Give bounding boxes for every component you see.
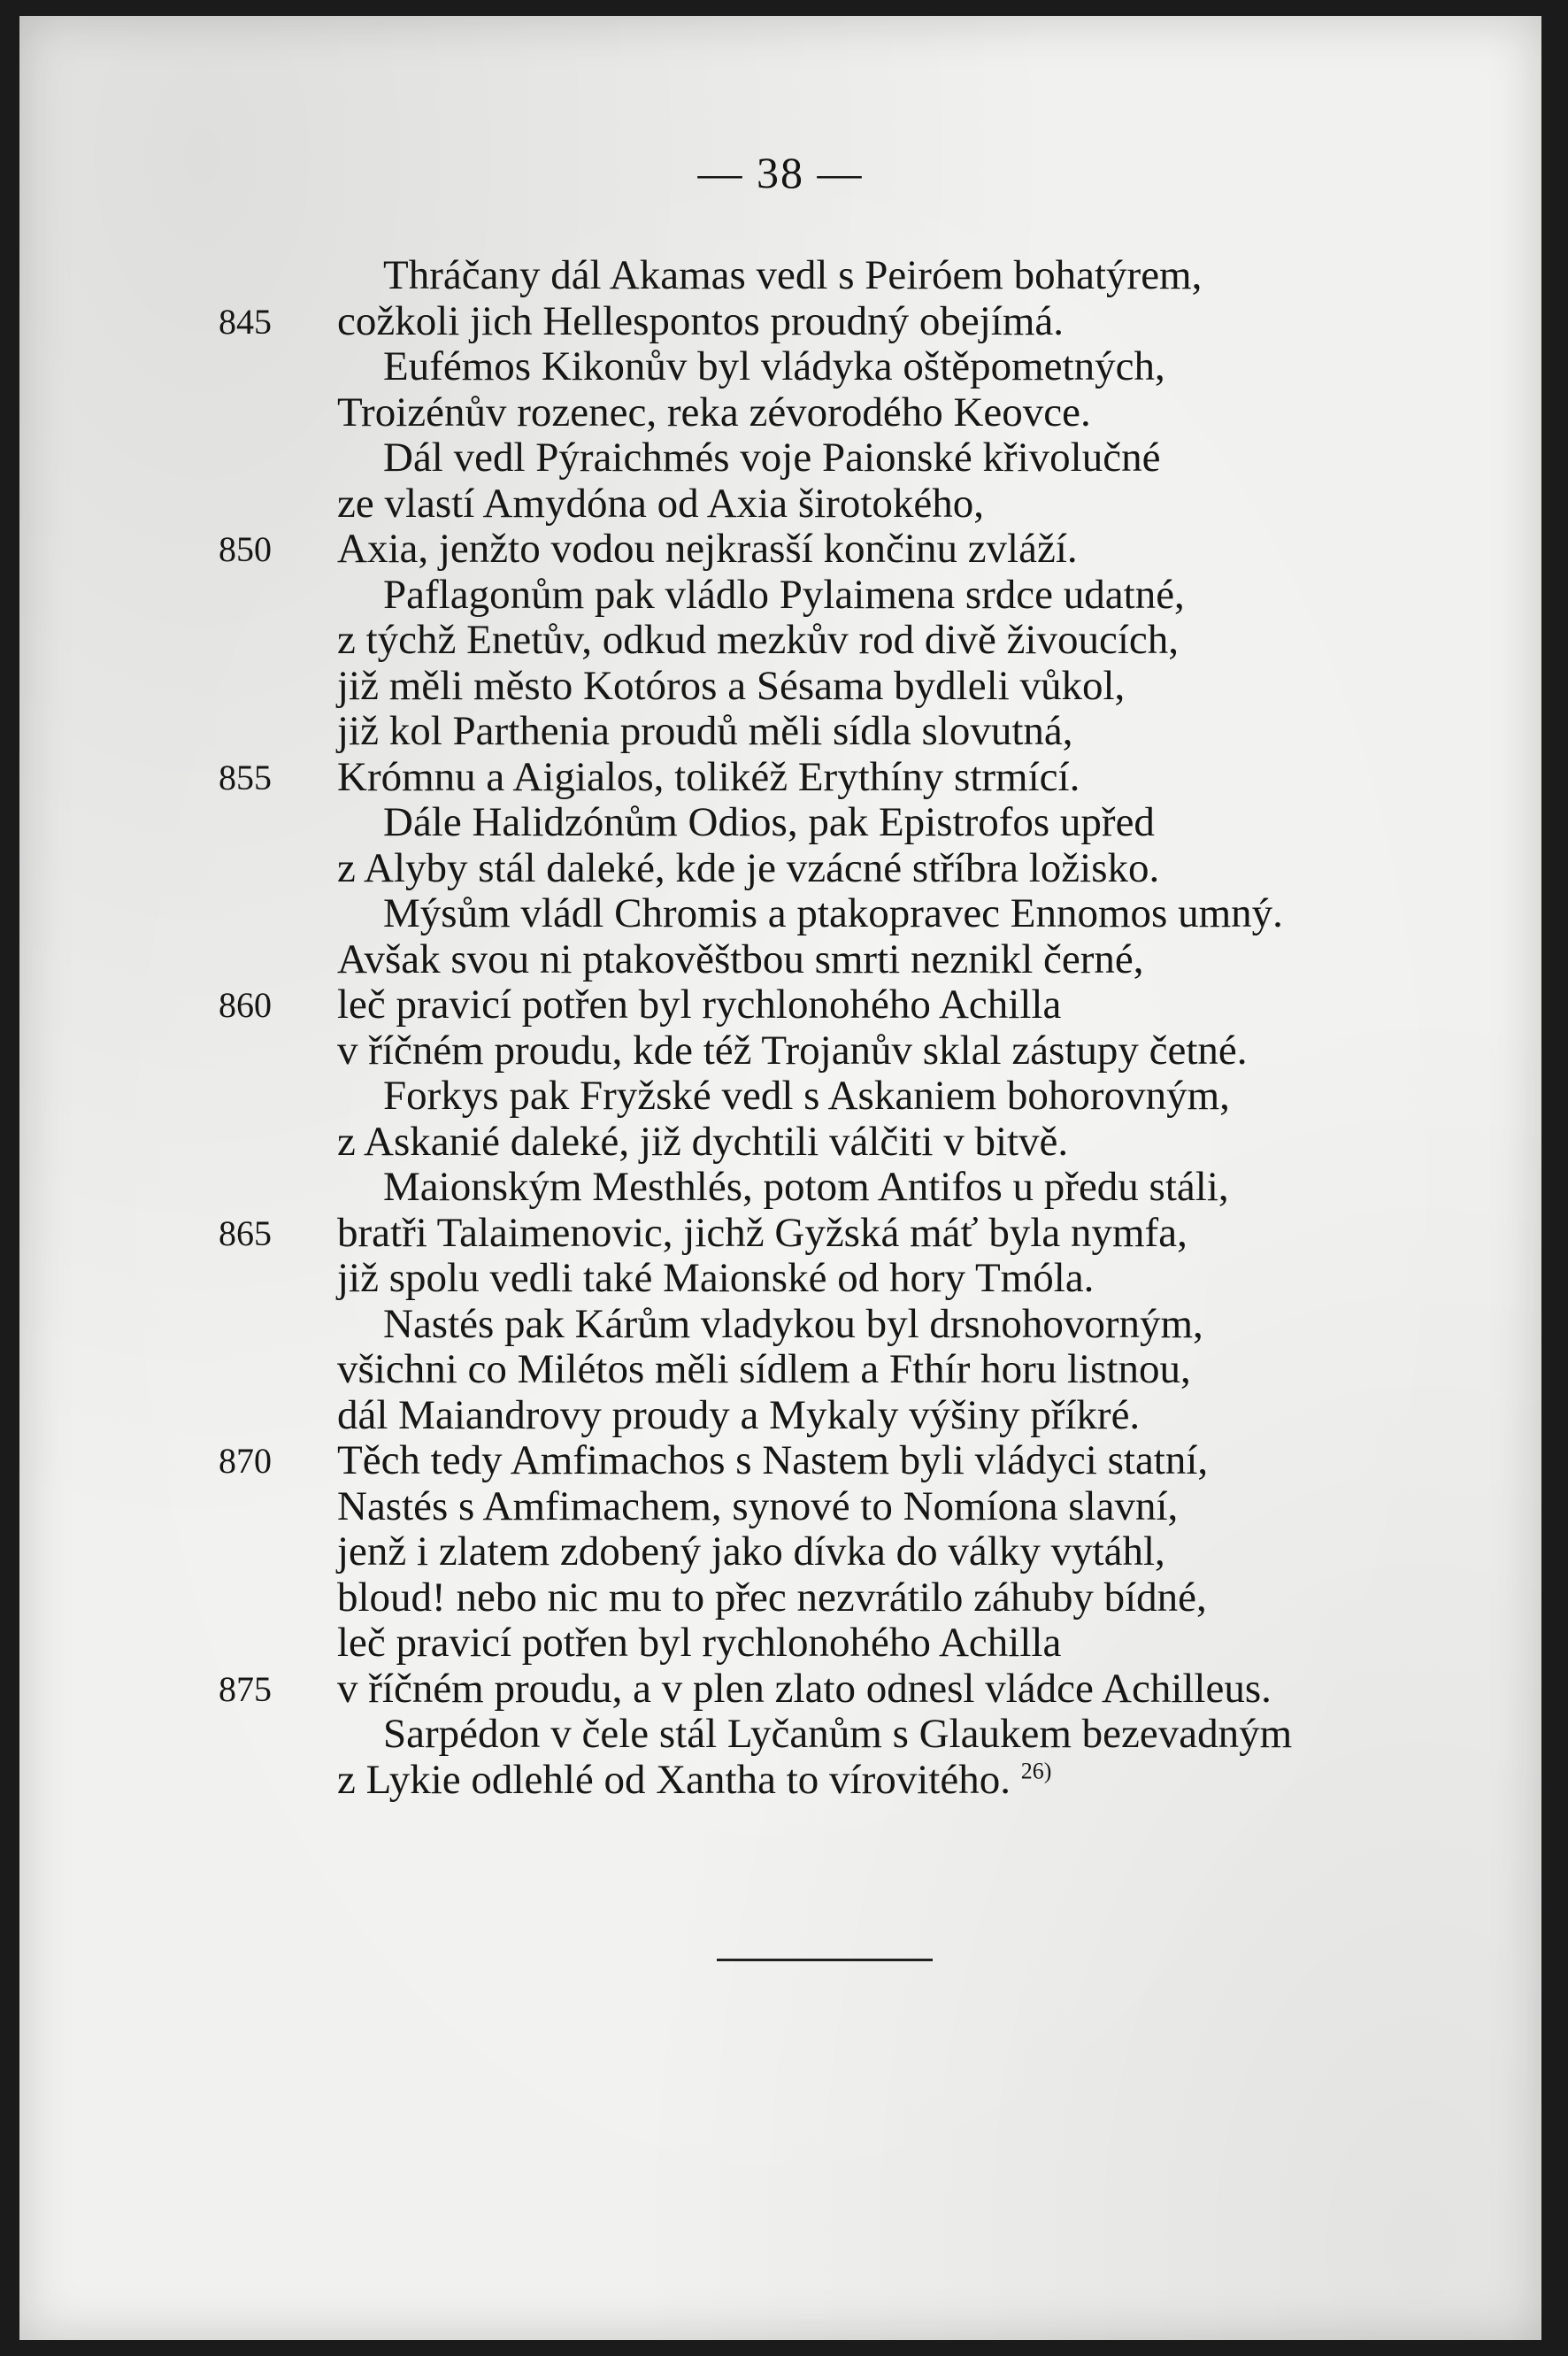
verse-text-content: Axia, jenžto vodou nejkrasší končinu zvláží. [337, 526, 1078, 572]
end-rule [717, 1959, 933, 1961]
verse-line [219, 1302, 1457, 1348]
verse-text-content: leč pravicí potřen byl rychlonohého Achilla [337, 1620, 1062, 1666]
verse-line [219, 1347, 1457, 1393]
verse-text-content: Eufémos Kikonův byl vládyka oštěpometných, [383, 343, 1165, 389]
verse-text [337, 299, 1064, 345]
verse-text-content: Avšak svou ni ptakověštbou smrti neznikl černé, [337, 935, 1144, 982]
verse-text [383, 435, 1160, 481]
verse-text [337, 527, 1078, 573]
line-number: 870 [219, 1441, 272, 1481]
verse-line [219, 1120, 1457, 1166]
verse-text [337, 664, 1125, 710]
verse-line [219, 435, 1457, 481]
verse-text [337, 390, 1091, 436]
verse-line [219, 709, 1457, 755]
verse-text [383, 1712, 1292, 1758]
verse-line [219, 664, 1457, 710]
verse-text-content: Krómnu a Aigialos, tolikéž Erythíny strmící. [337, 753, 1080, 800]
verse-line [219, 253, 1457, 299]
verse-line [219, 1621, 1457, 1667]
verse-text-content: Těch tedy Amfimachos s Nastem byli vládyci statní, [337, 1437, 1209, 1483]
verse-text-content: Dále Halidzónům Odios, pak Epistrofos upřed [383, 799, 1155, 845]
verse-text-content: jenž i zlatem zdobený jako dívka do války vytáhl, [337, 1528, 1165, 1575]
verse-text [337, 846, 1159, 892]
verse-line [219, 299, 1457, 345]
verse-text [383, 344, 1165, 390]
footnote-reference: 26) [1020, 1757, 1052, 1783]
verse-line [219, 573, 1457, 619]
verse-line [219, 618, 1457, 664]
verse-text-content: leč pravicí potřen byl rychlonohého Achilla [337, 982, 1062, 1028]
verse-text [337, 1393, 1140, 1439]
page-number: — 38 — [697, 148, 864, 197]
verse-text-content: Paflagonům pak vládlo Pylaimena srdce udatné, [383, 571, 1185, 618]
verse-text-content: Dál vedl Pýraichmés voje Paionské křivolučné [383, 435, 1161, 481]
verse-line [219, 800, 1457, 846]
verse-text [337, 937, 1144, 983]
verse-text [383, 253, 1202, 299]
verse-line [219, 344, 1457, 390]
line-number: 865 [219, 1213, 272, 1253]
verse-text-content: již měli město Kotóros a Sésama bydleli vůkol, [337, 662, 1126, 709]
verse-text-content: Nastés s Amfimachem, synové to Nomíona slavní, [337, 1482, 1179, 1529]
book-page [19, 16, 1541, 2340]
verse-line [219, 1074, 1457, 1120]
verse-text-content: v říčném proudu, a v plen zlato odnesl vládce Achilleus. [337, 1665, 1272, 1712]
verse-line [219, 1575, 1457, 1621]
verse-text [337, 1347, 1191, 1393]
line-number: 875 [219, 1668, 272, 1709]
verse-text [337, 1758, 1051, 1804]
verse-text [383, 1302, 1203, 1348]
verse-text-content: již spolu vedli také Maionské od hory Tmóla. [337, 1255, 1095, 1301]
verse-text [337, 1438, 1208, 1484]
verse-text [337, 618, 1179, 664]
verse-text [383, 891, 1283, 937]
verse-line [219, 1667, 1457, 1713]
verse-text [337, 1211, 1188, 1257]
line-number: 845 [219, 301, 272, 342]
verse-text-content: Troizénův rozenec, reka zévorodého Keovce. [337, 389, 1091, 435]
verse-text [337, 1529, 1165, 1575]
verse-text-content: z Alyby stál daleké, kde je vzácné stříbra ložisko. [337, 844, 1160, 891]
verse-line [219, 1758, 1457, 1804]
verse-line [219, 527, 1457, 573]
verse-line [219, 1529, 1457, 1575]
verse-line [219, 1438, 1457, 1484]
verse-text [383, 1074, 1230, 1120]
verse-text-content: z Lykie odlehlé od Xantha to vírovitého. [337, 1756, 1011, 1803]
verse-text [337, 1028, 1248, 1074]
verse-text-content: všichni co Milétos měli sídlem a Fthír horu listnou, [337, 1346, 1191, 1392]
line-number: 850 [219, 529, 272, 569]
line-number: 860 [219, 985, 272, 1025]
verse-text [337, 982, 1061, 1028]
verse-text-content: dál Maiandrovy proudy a Mykaly výšiny příkré. [337, 1391, 1141, 1438]
verse-text-content: z Askanié daleké, již dychtili válčiti v bitvě. [337, 1118, 1069, 1165]
verse-line [219, 390, 1457, 436]
verse-line [219, 1028, 1457, 1074]
verse-text [383, 1165, 1229, 1211]
line-number: 855 [219, 757, 272, 797]
verse-text-content: v říčném proudu, kde též Trojanův sklal zástupy četné. [337, 1027, 1248, 1074]
verse-text-content: Maionským Mesthlés, potom Antifos u předu stáli, [383, 1164, 1229, 1210]
verse-text [337, 709, 1073, 755]
verse-text [337, 1667, 1272, 1713]
verse-text-content: Thráčany dál Akamas vedl s Peiróem bohatýrem, [383, 252, 1203, 298]
verse-line [219, 1712, 1457, 1758]
verse-line [219, 481, 1457, 527]
verse-line [219, 891, 1457, 937]
verse-line [219, 1165, 1457, 1211]
verse-line [219, 1393, 1457, 1439]
verse-text [337, 1484, 1178, 1530]
verse-line [219, 755, 1457, 801]
verse-text-content: Forkys pak Fryžské vedl s Askaniem bohorovným, [383, 1073, 1230, 1119]
verse-text [337, 1621, 1061, 1667]
verse-text-content: bratři Talaimenovic, jichž Gyžská máť byla nymfa, [337, 1209, 1188, 1256]
verse-text-content: z týchž Enetův, odkud mezkův rod divě živoucích, [337, 617, 1180, 663]
verse-text-content: Mýsům vládl Chromis a ptakopravec Ennomos umný. [383, 890, 1283, 936]
verse-text-content: Nastés pak Kárům vladykou byl drsnohovorným, [383, 1300, 1203, 1347]
verse-line [219, 1484, 1457, 1530]
verse-text [337, 1120, 1068, 1166]
verse-line [219, 937, 1457, 983]
verse-text [337, 755, 1080, 801]
verse-text-content: ze vlastí Amydóna od Axia širotokého, [337, 480, 985, 527]
verse-text-content: již kol Parthenia proudů měli sídla slovutná, [337, 708, 1073, 754]
verse-line [219, 846, 1457, 892]
verse-block [219, 253, 1457, 1803]
verse-text [383, 573, 1185, 619]
verse-line [219, 1256, 1457, 1302]
verse-text [337, 1575, 1207, 1621]
verse-text [337, 481, 984, 527]
verse-line [219, 982, 1457, 1028]
verse-text-content: cožkoli jich Hellespontos proudný obejímá. [337, 297, 1065, 344]
verse-line [219, 1211, 1457, 1257]
verse-text-content: Sarpédon v čele stál Lyčanům s Glaukem bezevadným [383, 1711, 1293, 1757]
verse-text [337, 1256, 1094, 1302]
verse-text [383, 800, 1155, 846]
verse-text-content: bloud! nebo nic mu to přec nezvrátilo záhuby bídné, [337, 1574, 1207, 1621]
